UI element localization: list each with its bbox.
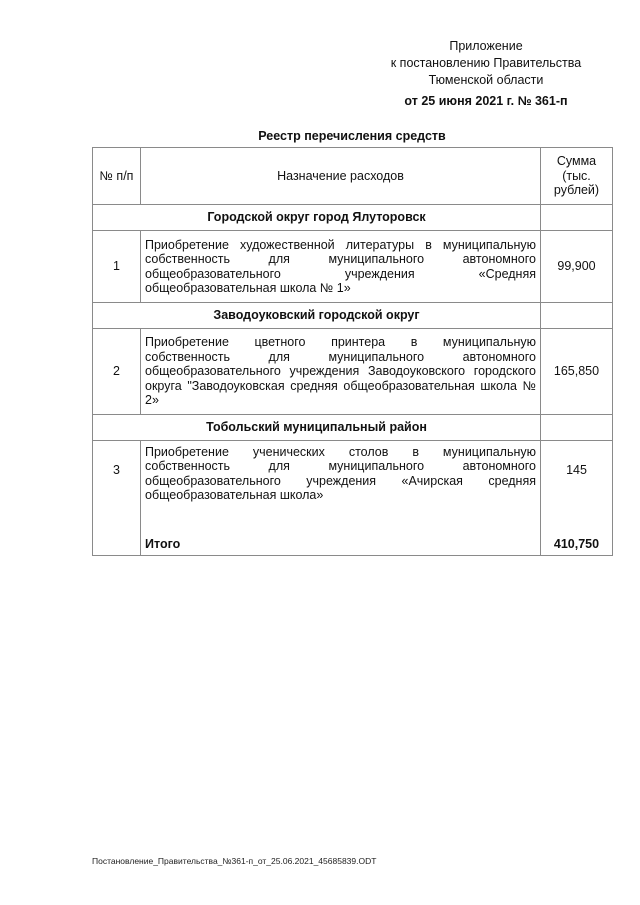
table-header-row: [93, 148, 613, 205]
header-num-text: № п/п: [99, 168, 134, 183]
group-empty-cell: [541, 205, 613, 231]
group-row: [93, 415, 613, 441]
row-num: 2: [93, 329, 141, 415]
total-amount: 410,750: [541, 533, 613, 556]
header-purpose: Назначение расходов: [141, 148, 541, 205]
register-title: Реестр перечисления средств: [258, 129, 446, 143]
group-name: Городской округ город Ялуторовск: [93, 205, 541, 231]
appendix-block: [370, 38, 602, 110]
group-empty-cell: [541, 415, 613, 441]
group-name: Заводоуковский городской округ: [93, 303, 541, 329]
register-table: [92, 147, 613, 556]
group-row: [93, 205, 613, 231]
appendix-line: к постановлению Правительства: [390, 56, 582, 70]
total-label: Итого: [141, 533, 541, 556]
document-footer: Постановление_Правительства_№361-п_от_25.06.2021_45685839.ODT: [92, 856, 377, 866]
row-num: 1: [93, 231, 141, 303]
header-num: [93, 148, 141, 205]
appendix-line: Тюменской области: [428, 73, 544, 87]
table-row: [93, 441, 613, 534]
row-amount: 99,900: [541, 231, 613, 303]
table-row: [93, 231, 613, 303]
group-row: [93, 303, 613, 329]
appendix-date: от 25 июня 2021 г. № 361-п: [404, 94, 568, 108]
row-amount: 145: [541, 441, 613, 534]
row-amount: 165,850: [541, 329, 613, 415]
row-description: Приобретение ученических столов в муниципальную собственность для муниципального автономного общеобразовательного учреждения «Ачирская средняя общеобразовательная школа»: [141, 441, 541, 534]
header-amount: Сумма (тыс. рублей): [541, 148, 613, 205]
row-num: 3: [93, 441, 141, 534]
total-empty-cell: [93, 533, 141, 556]
group-name: Тобольский муниципальный район: [93, 415, 541, 441]
group-empty-cell: [541, 303, 613, 329]
row-description: Приобретение художественной литературы в муниципальную собственность для муниципального автономного общеобразовательного учреждения «Средняя общеобразовательная школа № 1»: [141, 231, 541, 303]
table-row: [93, 329, 613, 415]
row-description: Приобретение цветного принтера в муниципальную собственность для муниципального автономного общеобразовательного учреждения Заводоуковского городского округа "Заводоуковская средняя общеобразовательная школа № 2»: [141, 329, 541, 415]
total-row: [93, 533, 613, 556]
appendix-line: Приложение: [449, 39, 523, 53]
